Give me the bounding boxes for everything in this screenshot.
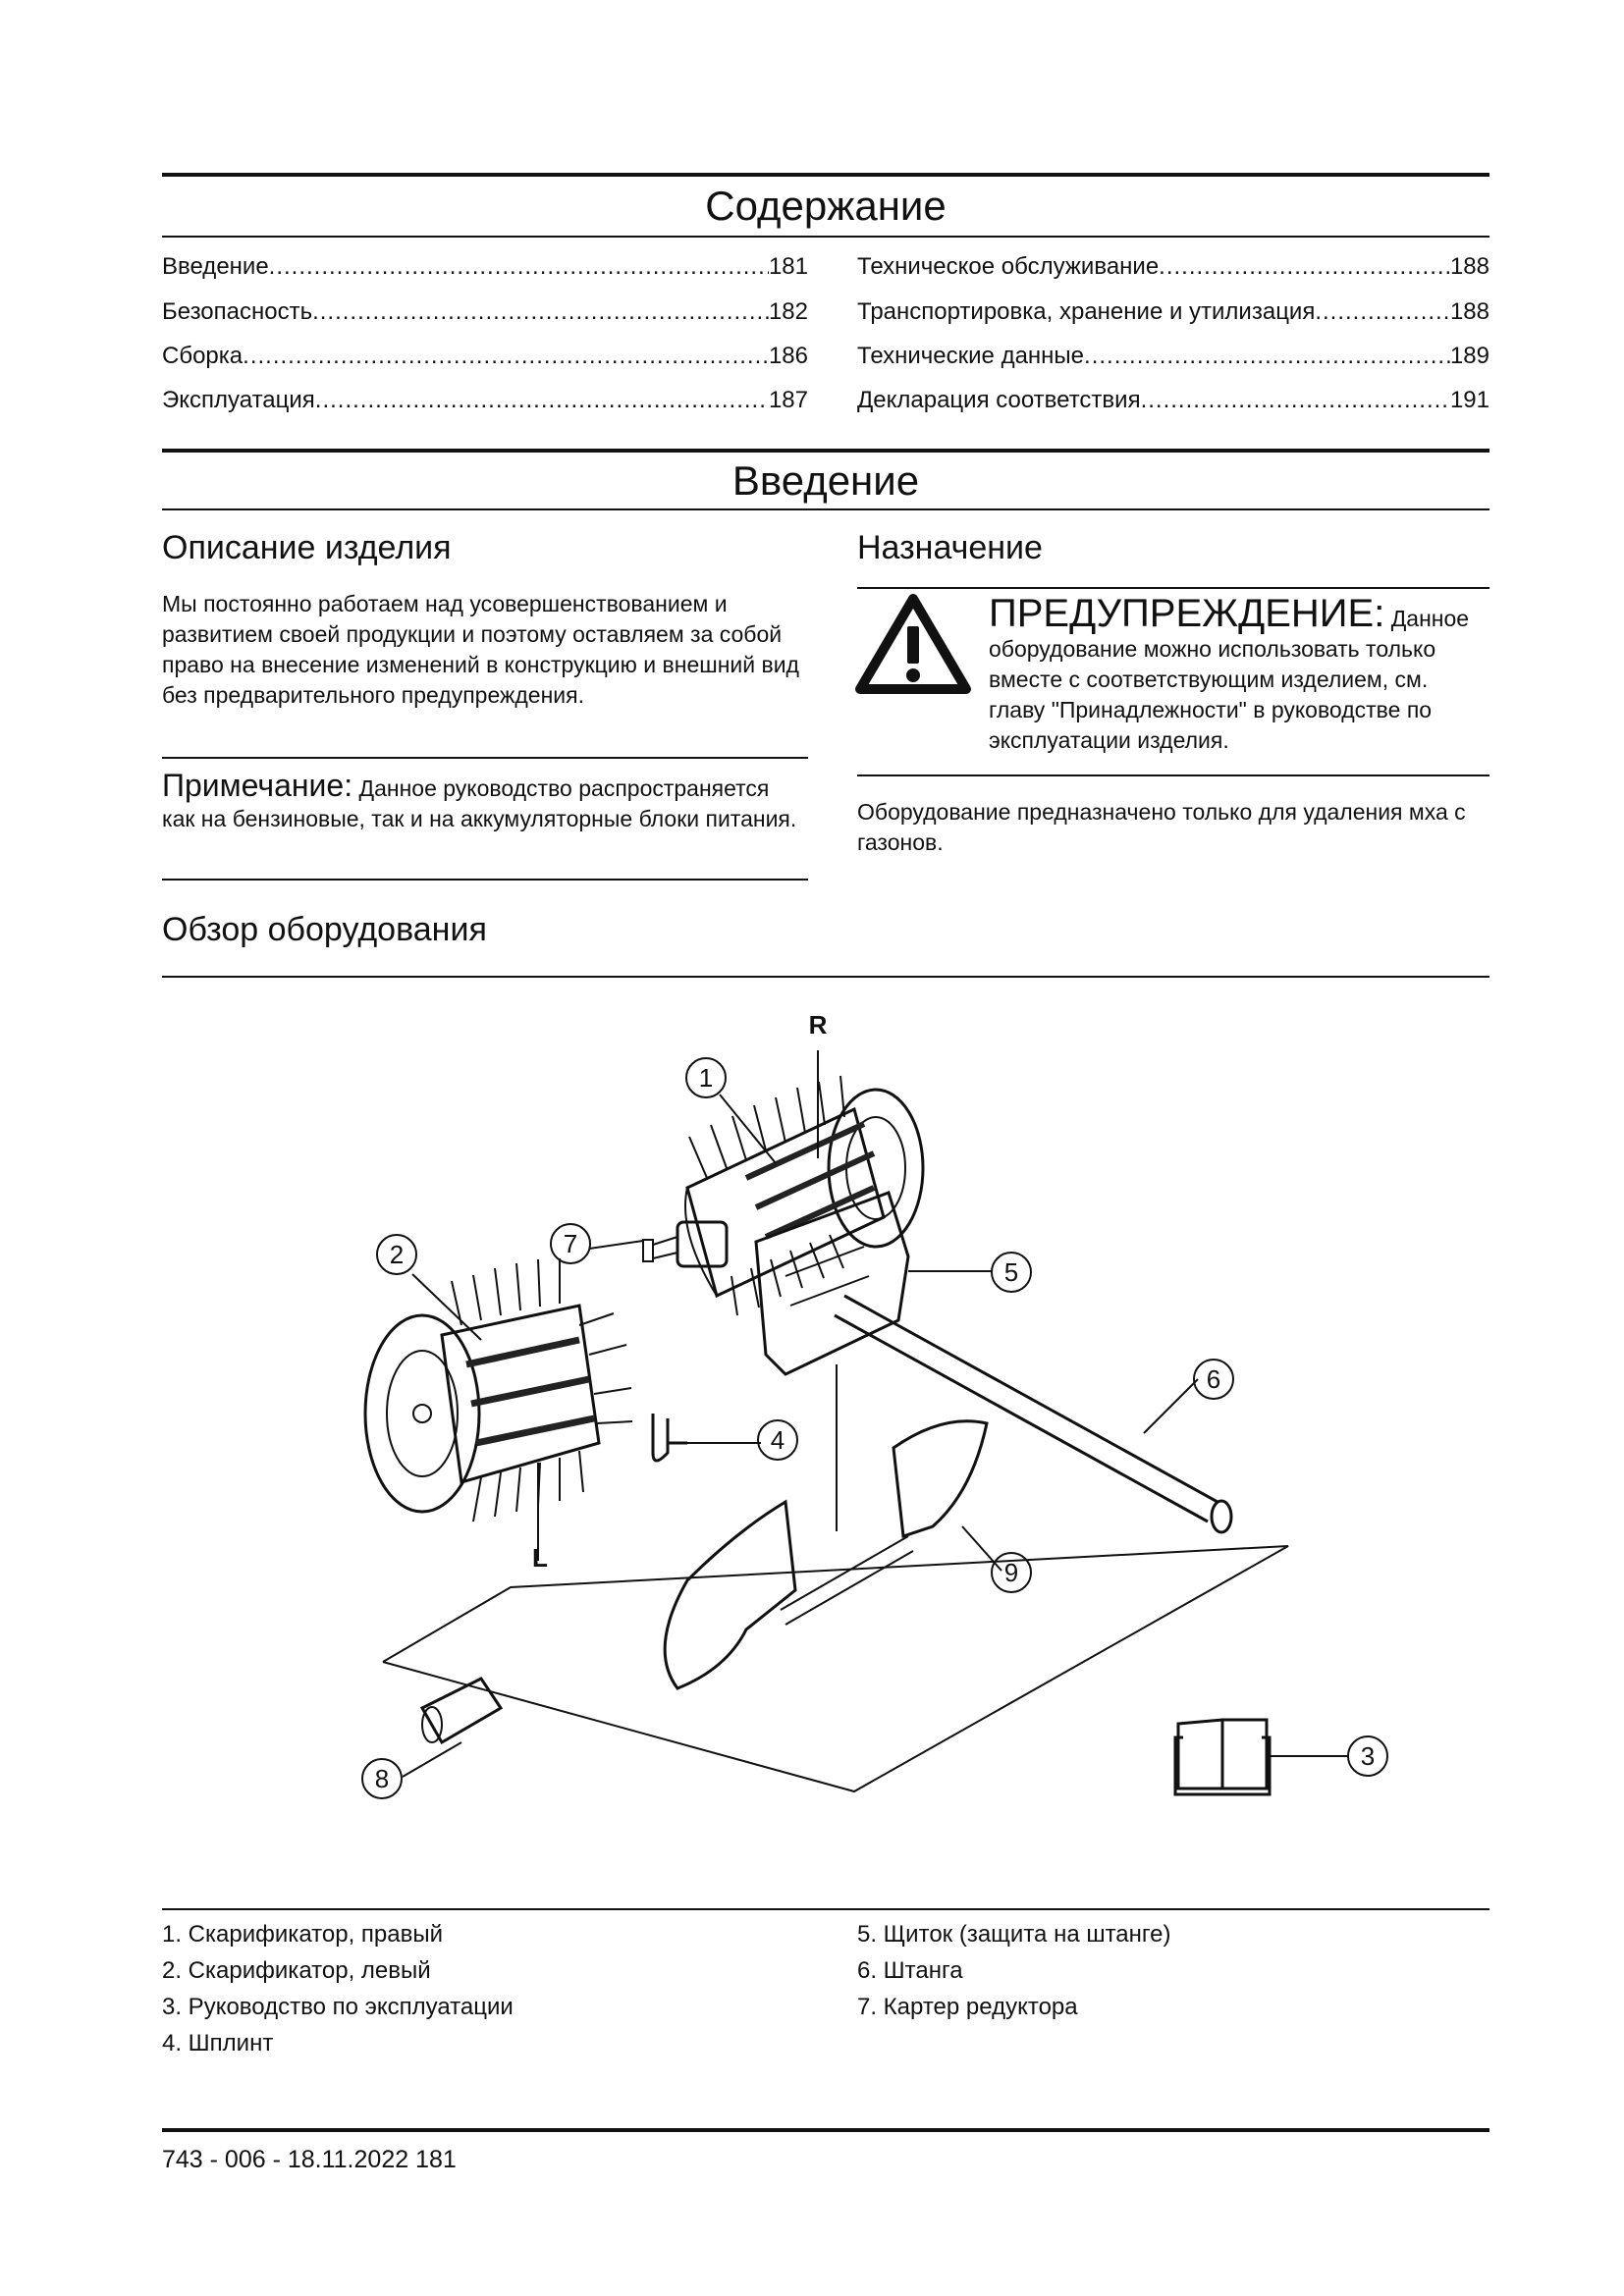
overview-heading: Обзор оборудования <box>162 911 487 948</box>
description-text: Мы постоянно работаем над усовершенствованием и развитием своей продукции и поэтому оставляем за собой право на внесение изменений в конструкцию и внешний вид без предварительного предупреждения. <box>162 591 799 708</box>
toc-entry-label: Сборка <box>162 343 244 369</box>
leader-1 <box>720 1095 776 1163</box>
legend-right <box>857 1916 1489 2025</box>
toc-entry-page: 181 <box>768 253 808 280</box>
warning-text: Данное оборудование можно использовать только вместе с соответствующим изделием, см. главу "Принадлежности" в руководстве по эксплуатации изделия. <box>989 606 1470 753</box>
callout-3-label: 3 <box>1360 1741 1376 1771</box>
toc-entry-label: Декларация соответствия <box>857 387 1141 413</box>
toc-entry-label: Безопасность <box>162 298 313 325</box>
manual-book-icon <box>1175 1720 1270 1794</box>
pole <box>835 1296 1221 1522</box>
callout-6-label: 6 <box>1206 1364 1221 1394</box>
toc-entry-label: Техническое обслуживание <box>857 253 1160 280</box>
callout-2-label: 2 <box>389 1240 405 1269</box>
leader-2 <box>412 1274 481 1340</box>
left-deflector <box>665 1502 795 1688</box>
label-l: L <box>532 1543 548 1573</box>
toc-entry-page: 189 <box>1449 343 1489 369</box>
legend-item: 5. Щиток (защита на штанге) <box>857 1921 1171 1948</box>
leader-6 <box>1144 1379 1198 1433</box>
toc-entry-page: 186 <box>768 343 808 369</box>
right-deflector <box>893 1421 987 1536</box>
callout-1-label: 1 <box>698 1063 714 1093</box>
legend-item: 2. Скарификатор, левый <box>162 1957 431 1984</box>
toc-title: Содержание <box>705 183 947 229</box>
toc-entry-page: 182 <box>768 298 808 325</box>
callout-8-label: 8 <box>374 1764 390 1793</box>
legend-item: 3. Руководство по эксплуатации <box>162 1994 514 2020</box>
shield <box>756 1193 908 1374</box>
label-r: R <box>808 1010 828 1040</box>
legend-item: 4. Шплинт <box>162 2030 274 2056</box>
callout-7-label: 7 <box>563 1229 578 1258</box>
intro-title: Введение <box>731 457 920 504</box>
cotter-pin <box>653 1414 687 1461</box>
callout-4-label: 4 <box>770 1425 785 1455</box>
toc-entry-page: 188 <box>1449 253 1489 280</box>
footer-rule <box>162 2128 1489 2132</box>
toc-entry-page: 188 <box>1449 298 1489 325</box>
ground-plane <box>383 1546 1288 1791</box>
legend-rule <box>162 1908 1489 1910</box>
warning-label: ПРЕДУПРЕЖДЕНИЕ: <box>989 592 1385 635</box>
purpose-text: Оборудование предназначено только для удаления мха с газонов. <box>857 799 1466 855</box>
shaft <box>643 1240 653 1261</box>
purpose-heading: Назначение <box>857 529 1043 566</box>
callout-9-label: 9 <box>1003 1558 1019 1587</box>
legend-left <box>162 1916 839 2061</box>
toc-entry-label: Технические данные <box>857 343 1085 369</box>
page-footer: 743 - 006 - 18.11.2022 181 <box>162 2146 457 2173</box>
callout-5-label: 5 <box>1003 1257 1019 1287</box>
leader-7 <box>589 1241 643 1249</box>
legend-item: 6. Штанга <box>857 1957 963 1984</box>
toc-entry-page: 191 <box>1449 387 1489 413</box>
legend-item: 1. Скарификатор, правый <box>162 1921 443 1948</box>
leader-8 <box>403 1742 461 1777</box>
pivot-piece <box>422 1679 501 1742</box>
legend-item: 7. Картер редуктора <box>857 1994 1078 2020</box>
toc-entry-label: Эксплуатация <box>162 387 315 413</box>
note-text: Данное руководство распространяется как на бензиновые, так и на аккумуляторные блоки питания. <box>162 775 797 831</box>
toc-entry-page: 187 <box>768 387 808 413</box>
note-label: Примечание: <box>162 768 353 803</box>
toc-entry-label: Введение <box>162 253 269 280</box>
description-heading: Описание изделия <box>162 529 452 566</box>
toc-entry-label: Транспортировка, хранение и утилизация <box>857 298 1316 325</box>
